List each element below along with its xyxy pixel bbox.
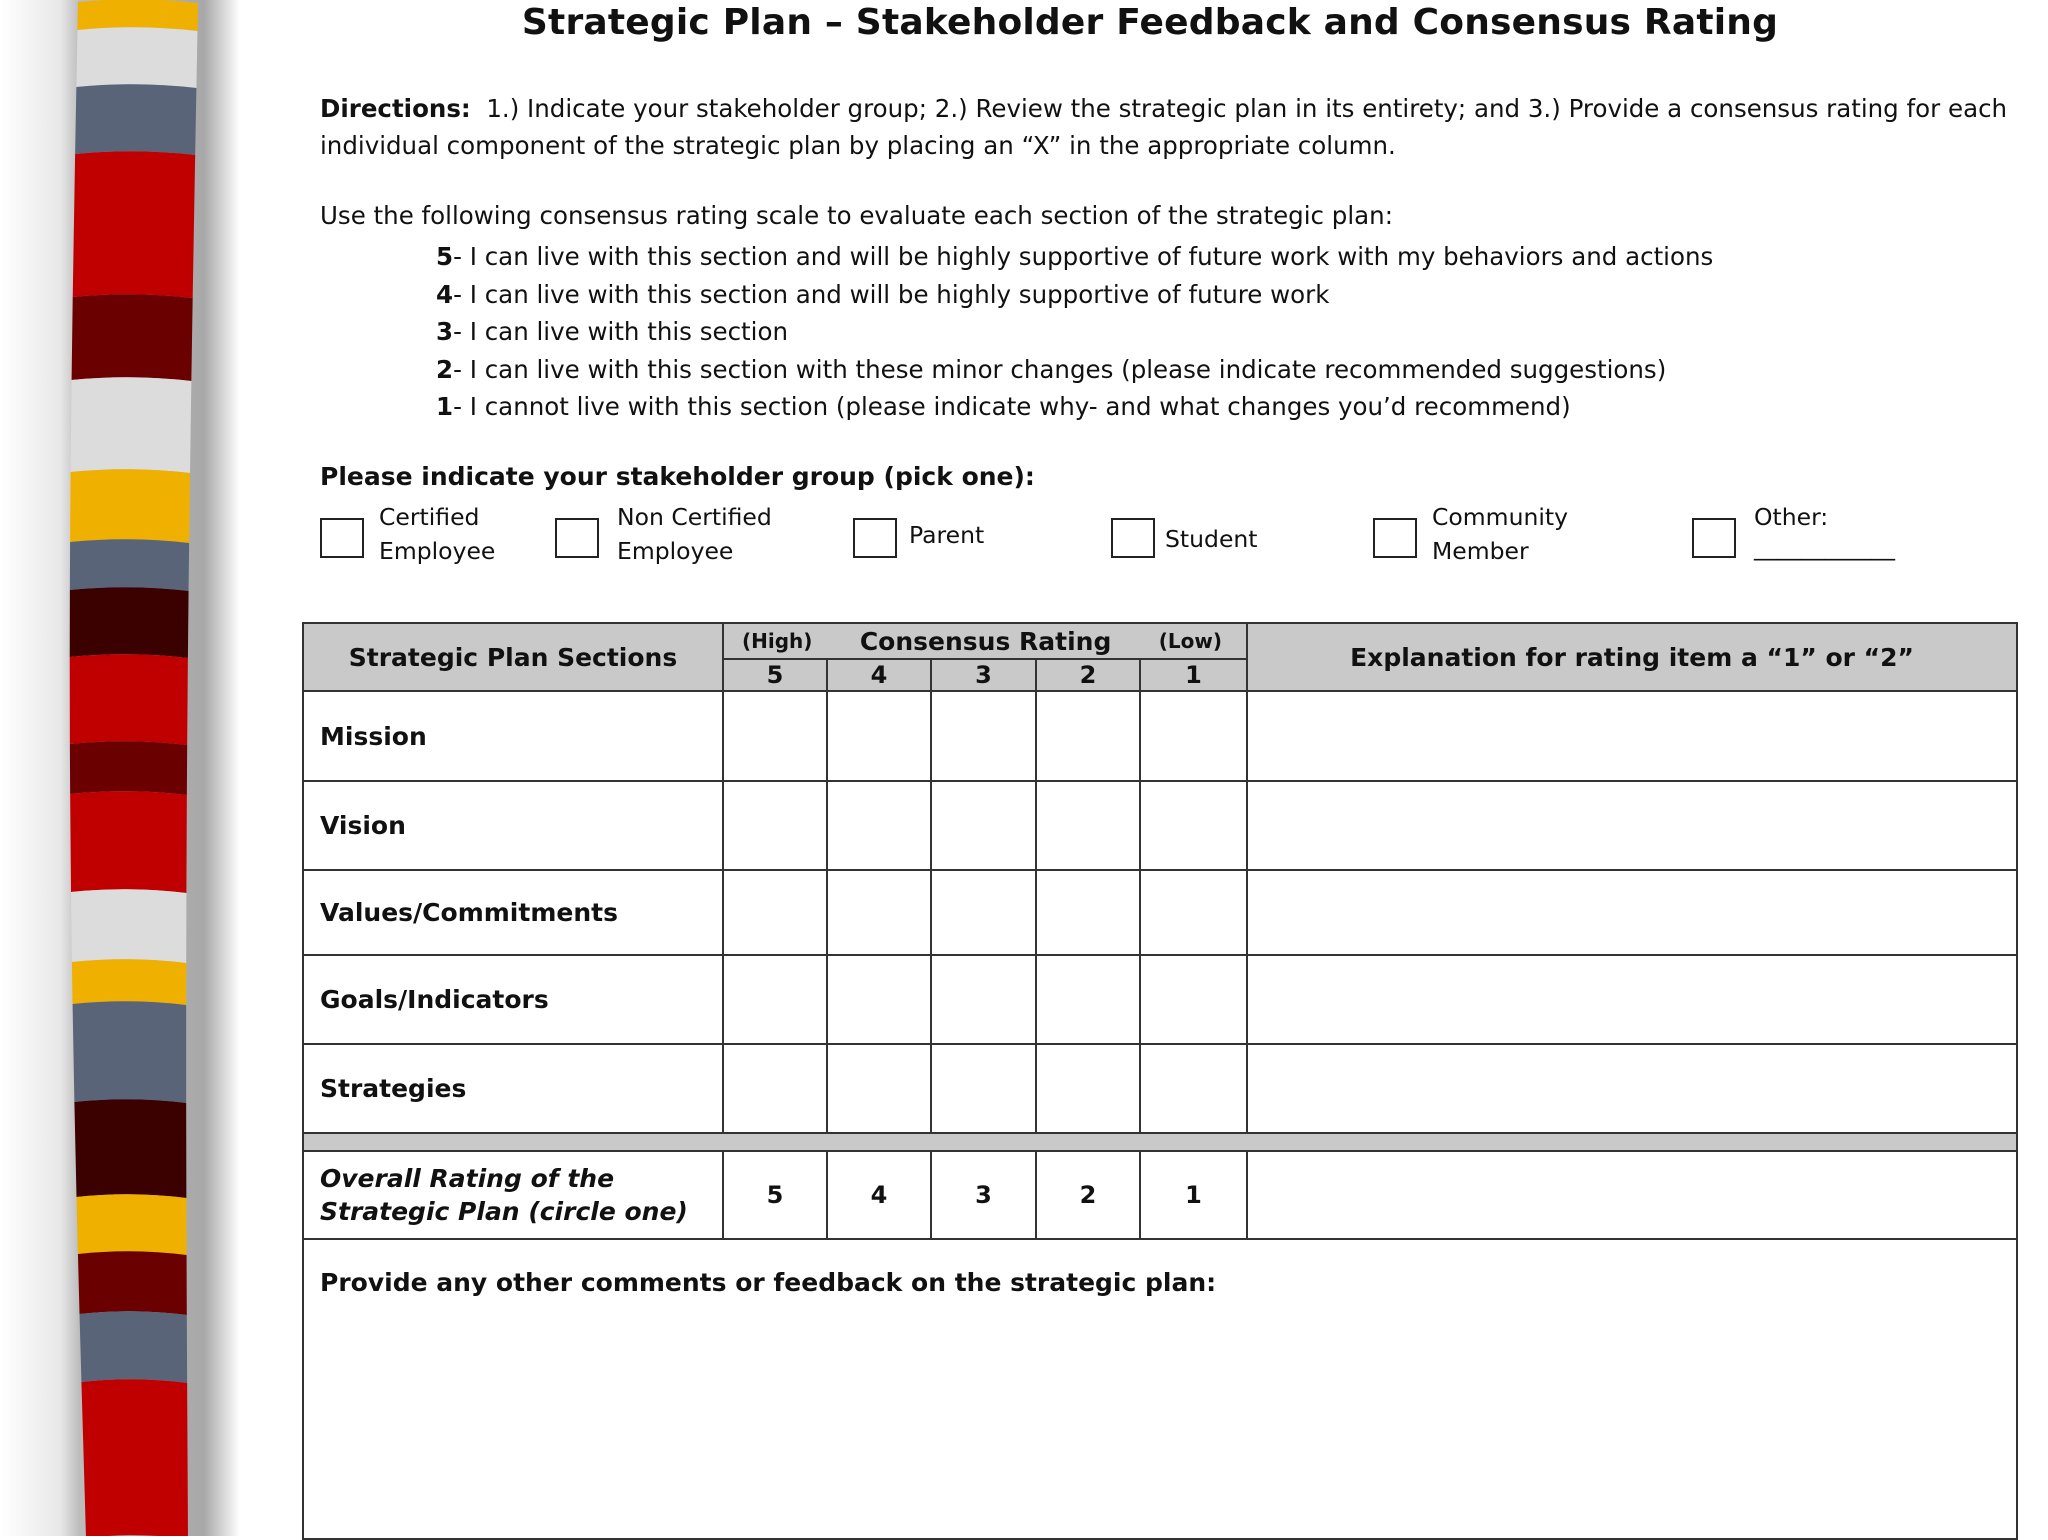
group-label-line1: Other: [1754,503,1829,531]
scale-number: 2 [436,354,454,384]
overall-explanation-cell[interactable] [1247,1151,2017,1239]
group-label-line1: Student [1165,525,1258,553]
scale-text: - I can live with this section with these minor changes (please indicate recommended suggestions) [453,354,1667,384]
stripe-band [77,0,198,31]
rating-cell[interactable] [1036,870,1140,955]
rating-cell[interactable] [723,691,827,781]
rating-cell[interactable] [1140,781,1247,870]
checkbox-other[interactable] [1692,518,1736,558]
rating-cell[interactable] [931,870,1036,955]
rating-cell[interactable] [1140,691,1247,781]
stripe-band [71,377,192,473]
rating-cell[interactable] [931,781,1036,870]
overall-option-3[interactable]: 3 [931,1151,1036,1239]
stripe-band [70,654,188,745]
rating-cell[interactable] [827,1044,931,1133]
group-label-line1: Non Certified [617,503,772,531]
scale-text: - I can live with this section and will be highly supportive of future work [453,279,1330,309]
header-rating-title: Consensus Rating [859,626,1112,656]
rating-cell[interactable] [931,691,1036,781]
checkbox-student[interactable] [1111,518,1155,558]
group-label-line2: Employee [617,537,734,565]
stripe-band [72,294,193,381]
rating-cell[interactable] [723,955,827,1044]
table-row [303,691,2017,781]
stripe-band [73,1001,187,1103]
rating-cell[interactable] [827,955,931,1044]
table-row [303,955,2017,1044]
scale-item [436,388,1713,426]
rating-cell[interactable] [931,1044,1036,1133]
overall-rating-row [303,1151,2017,1239]
rating-col-1: 1 [1140,659,1247,691]
scale-text: - I can live with this section [453,317,788,346]
checkbox-certified-employee[interactable] [320,518,364,558]
stakeholder-group-options [320,500,2040,570]
header-high: (High) [742,629,813,653]
scale-item [436,313,1713,351]
group-label-line1: Certified [379,503,480,531]
overall-rating-label [303,1151,723,1239]
explanation-cell[interactable] [1247,1044,2017,1133]
scale-item [436,351,1713,389]
explanation-cell[interactable] [1247,870,2017,955]
stripe-band [72,959,186,1005]
overall-option-2[interactable]: 2 [1036,1151,1140,1239]
checkbox-non-certified-employee[interactable] [555,518,599,558]
rating-cell[interactable] [1140,1044,1247,1133]
divider-cell [303,1133,2017,1151]
checkbox-parent[interactable] [853,518,897,558]
rating-cell[interactable] [827,781,931,870]
rating-cell[interactable] [1140,955,1247,1044]
directions-text: 1.) Indicate your stakeholder group; 2.) Review the strategic plan in its entirety; and 3.) Provide a consensus rating for each individual component of the strategic plan by placing an “X” in the appropriate column. [320,94,2008,160]
overall-option-5[interactable]: 5 [723,1151,827,1239]
rating-cell[interactable] [1140,870,1247,955]
overall-option-1[interactable]: 1 [1140,1151,1247,1239]
stakeholder-group-heading: Please indicate your stakeholder group (pick one): [320,462,1035,491]
table-row [303,1044,2017,1133]
stripe-band [70,741,187,795]
rating-col-2: 2 [1036,659,1140,691]
scale-text: - I can live with this section and will be highly supportive of future work with my behaviors and actions [453,242,1714,271]
stripe-band [70,469,190,543]
explanation-cell[interactable] [1247,691,2017,781]
comments-row [303,1239,2017,1539]
checkbox-community-member[interactable] [1373,518,1417,558]
rating-cell[interactable] [723,1044,827,1133]
stripe-band [70,791,187,893]
rating-cell[interactable] [1036,1044,1140,1133]
rating-cell[interactable] [931,955,1036,1044]
overall-label-line1: Overall Rating of the [320,1164,615,1193]
scale-item [436,276,1713,314]
stripe-band [80,1311,188,1383]
scale-item [436,238,1713,276]
stripe-graphic [0,0,240,1536]
stripe-band [70,539,189,591]
section-label-mission: Mission [303,691,723,781]
table-row [303,781,2017,870]
rating-scale-list [436,238,1713,426]
rating-cell[interactable] [1036,955,1140,1044]
rating-col-5: 5 [723,659,827,691]
stripe-band [75,84,196,155]
stripe-band [70,587,189,658]
header-explanation: Explanation for rating item a “1” or “2” [1247,623,2017,691]
group-label-line1: Parent [909,521,985,549]
explanation-cell[interactable] [1247,955,2017,1044]
directions-label: Directions: [320,94,471,123]
header-sections: Strategic Plan Sections [303,623,723,691]
rating-cell[interactable] [723,870,827,955]
decorative-stripe-band [0,0,240,1536]
scale-number: 5 [436,242,454,271]
table-row [303,870,2017,955]
directions-paragraph [320,90,2020,164]
stripe-band [74,1099,186,1198]
group-label-line2: Member [1432,537,1529,565]
scale-number: 3 [436,317,454,346]
section-label-goals-indicators: Goals/Indicators [303,955,723,1044]
header-consensus-rating [723,623,1247,659]
table-divider-row [303,1133,2017,1151]
rating-cell[interactable] [1036,691,1140,781]
consensus-rating-table [302,622,2018,1540]
section-label-values-commitments: Values/Commitments [303,870,723,955]
stripe-band [81,1379,188,1536]
page-title: Strategic Plan – Stakeholder Feedback and Consensus Rating [521,2,1779,43]
rating-col-3: 3 [931,659,1036,691]
section-label-vision: Vision [303,781,723,870]
stripe-band [78,1251,187,1315]
group-label-line1: Community [1432,503,1569,531]
scale-text: - I cannot live with this section (please indicate why- and what changes you’d recommend) [453,392,1571,421]
overall-option-4[interactable]: 4 [827,1151,931,1239]
stripe-band [71,889,186,963]
group-label-line2: Employee [379,537,496,565]
overall-label-line2: Strategic Plan (circle one) [320,1197,688,1226]
section-label-strategies: Strategies [303,1044,723,1133]
other-blank-line[interactable]: ____________ [1754,533,1895,561]
header-low: (Low) [1158,629,1223,653]
rating-cell[interactable] [827,870,931,955]
stripe-band [73,151,195,298]
comments-prompt: Provide any other comments or feedback on the strategic plan: [320,1268,1217,1297]
rating-cell[interactable] [1036,781,1140,870]
rating-cell[interactable] [827,691,931,781]
rating-col-4: 4 [827,659,931,691]
scale-number: 4 [436,279,454,309]
explanation-cell[interactable] [1247,781,2017,870]
scale-number: 1 [436,392,454,421]
comments-area[interactable] [303,1239,2017,1539]
stripe-band [76,27,197,88]
stripe-band [77,1194,187,1255]
scale-intro: Use the following consensus rating scale to evaluate each section of the strategic plan: [320,201,1393,230]
rating-cell[interactable] [723,781,827,870]
